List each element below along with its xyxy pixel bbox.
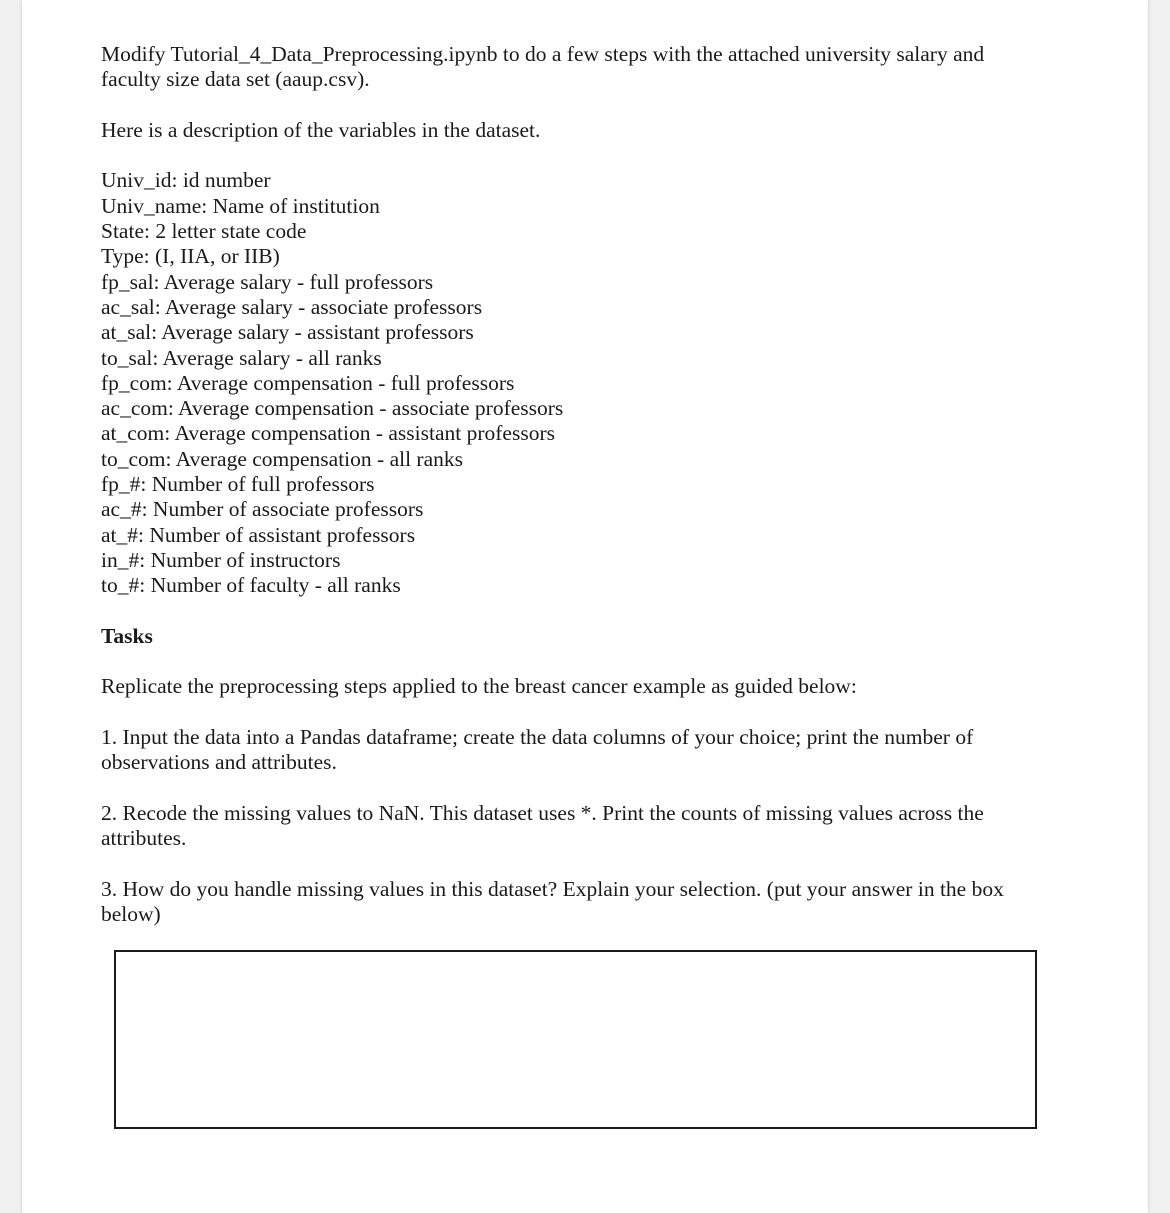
variable-item: in_#: Number of instructors [101,547,341,572]
variable-item: fp_sal: Average salary - full professors [101,269,434,294]
intro-line-1: Modify Tutorial_4_Data_Preprocessing.ipynb to do a few steps with the attached university salary and [101,42,985,66]
variable-item: at_com: Average compensation - assistant professors [101,421,555,446]
variable-item: Type: (I, IIA, or IIB) [101,244,280,269]
variable-item: Univ_id: id number [101,168,271,193]
variable-item: fp_#: Number of full professors [101,472,375,497]
task-2-line-1: 2. Recode the missing values to NaN. This dataset uses *. Print the counts of missing values across the [101,800,984,825]
variable-item: ac_com: Average compensation - associate professors [101,396,564,421]
answer-box[interactable] [114,950,1037,1129]
task-3-line-1: 3. How do you handle missing values in this dataset? Explain your selection. (put your answer in the box [101,876,1004,901]
task-2-line-2: attributes. [101,826,187,851]
variable-item: at_#: Number of assistant professors [101,522,416,547]
variable-item: ac_sal: Average salary - associate professors [101,294,483,319]
task-3-line-2: below) [101,902,161,927]
variable-item: Univ_name: Name of institution [101,193,380,218]
task-1-line-1: 1. Input the data into a Pandas dataframe; create the data columns of your choice; print the number of [101,725,974,750]
variable-item: fp_com: Average compensation - full professors [101,370,515,395]
variable-item: ac_#: Number of associate professors [101,497,424,522]
variable-list [101,168,1061,598]
tasks-heading: Tasks [101,623,153,648]
variable-item: at_sal: Average salary - assistant professors [101,320,474,345]
tasks-intro: Replicate the preprocessing steps applied to the breast cancer example as guided below: [101,674,857,699]
intro-line-2: faculty size data set (aaup.csv). [101,67,370,92]
description-intro: Here is a description of the variables in the dataset. [101,117,541,142]
variable-item: to_sal: Average salary - all ranks [101,345,382,370]
variable-item: State: 2 letter state code [101,219,307,244]
task-1-line-2: observations and attributes. [101,750,337,775]
document-content [101,42,1061,927]
variable-item: to_com: Average compensation - all ranks [101,446,464,471]
document-page [22,0,1148,1213]
variable-item: to_#: Number of faculty - all ranks [101,573,401,598]
